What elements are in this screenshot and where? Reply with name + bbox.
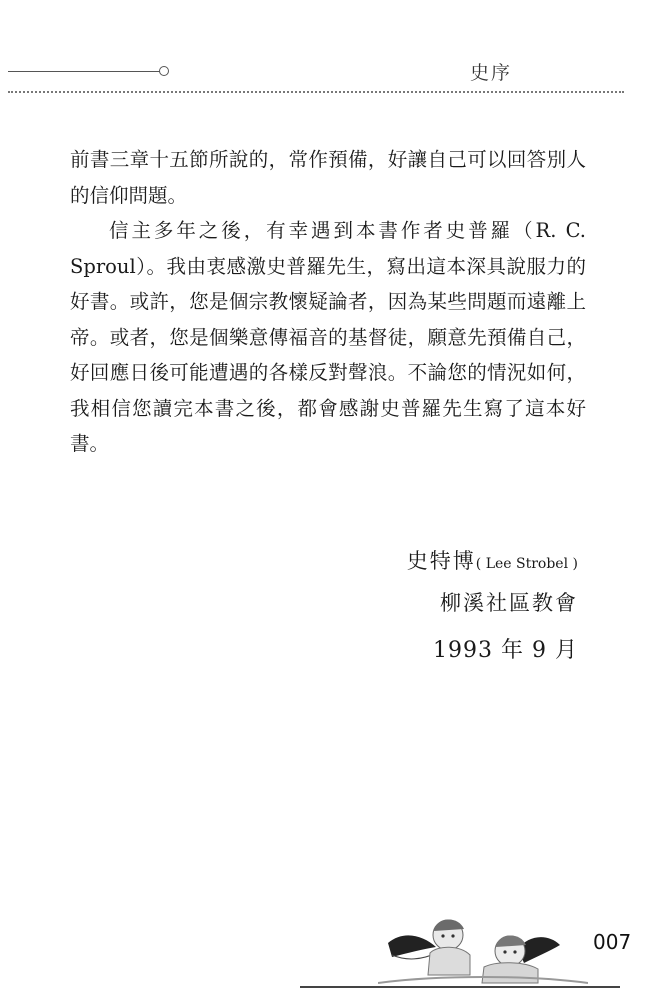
running-header-title: 史序 bbox=[470, 62, 513, 84]
paragraph: 信主多年之後，有幸遇到本書作者史普羅（R. C. Sproul）。我由衷感激史普羅先生，寫出這本深具說服力的好書。或許，您是個宗教懷疑論者，因為某些問題而遠離上帝。或者，您是個樂意傳福音的基督徒，願意先預備自己，好回應日後可能遭遇的各樣反對聲浪。不論您的情況如何，我相信您讀完本書之後，都會感謝史普羅先生寫了這本好書。 bbox=[70, 219, 586, 455]
header-rule bbox=[8, 71, 160, 72]
header-circle-ornament bbox=[159, 66, 169, 76]
church-name: 柳溪社區教會 bbox=[440, 591, 578, 615]
signature-block bbox=[407, 540, 578, 672]
page-number: 007 bbox=[593, 930, 632, 954]
header-dotted-rule bbox=[8, 91, 624, 93]
footer-rule bbox=[300, 986, 620, 988]
author-name: 史特博 bbox=[406, 549, 476, 573]
body-text bbox=[70, 142, 586, 462]
author-latin-name: ( Lee Strobel ) bbox=[475, 556, 578, 572]
author-line bbox=[407, 540, 578, 582]
paragraph-continued: 前書三章十五節所說的，常作預備，好讓自己可以回答別人的信仰問題。 bbox=[70, 148, 586, 207]
cherubs-illustration-icon bbox=[378, 905, 588, 990]
signature-date: 1993 年 9 月 bbox=[433, 638, 578, 663]
